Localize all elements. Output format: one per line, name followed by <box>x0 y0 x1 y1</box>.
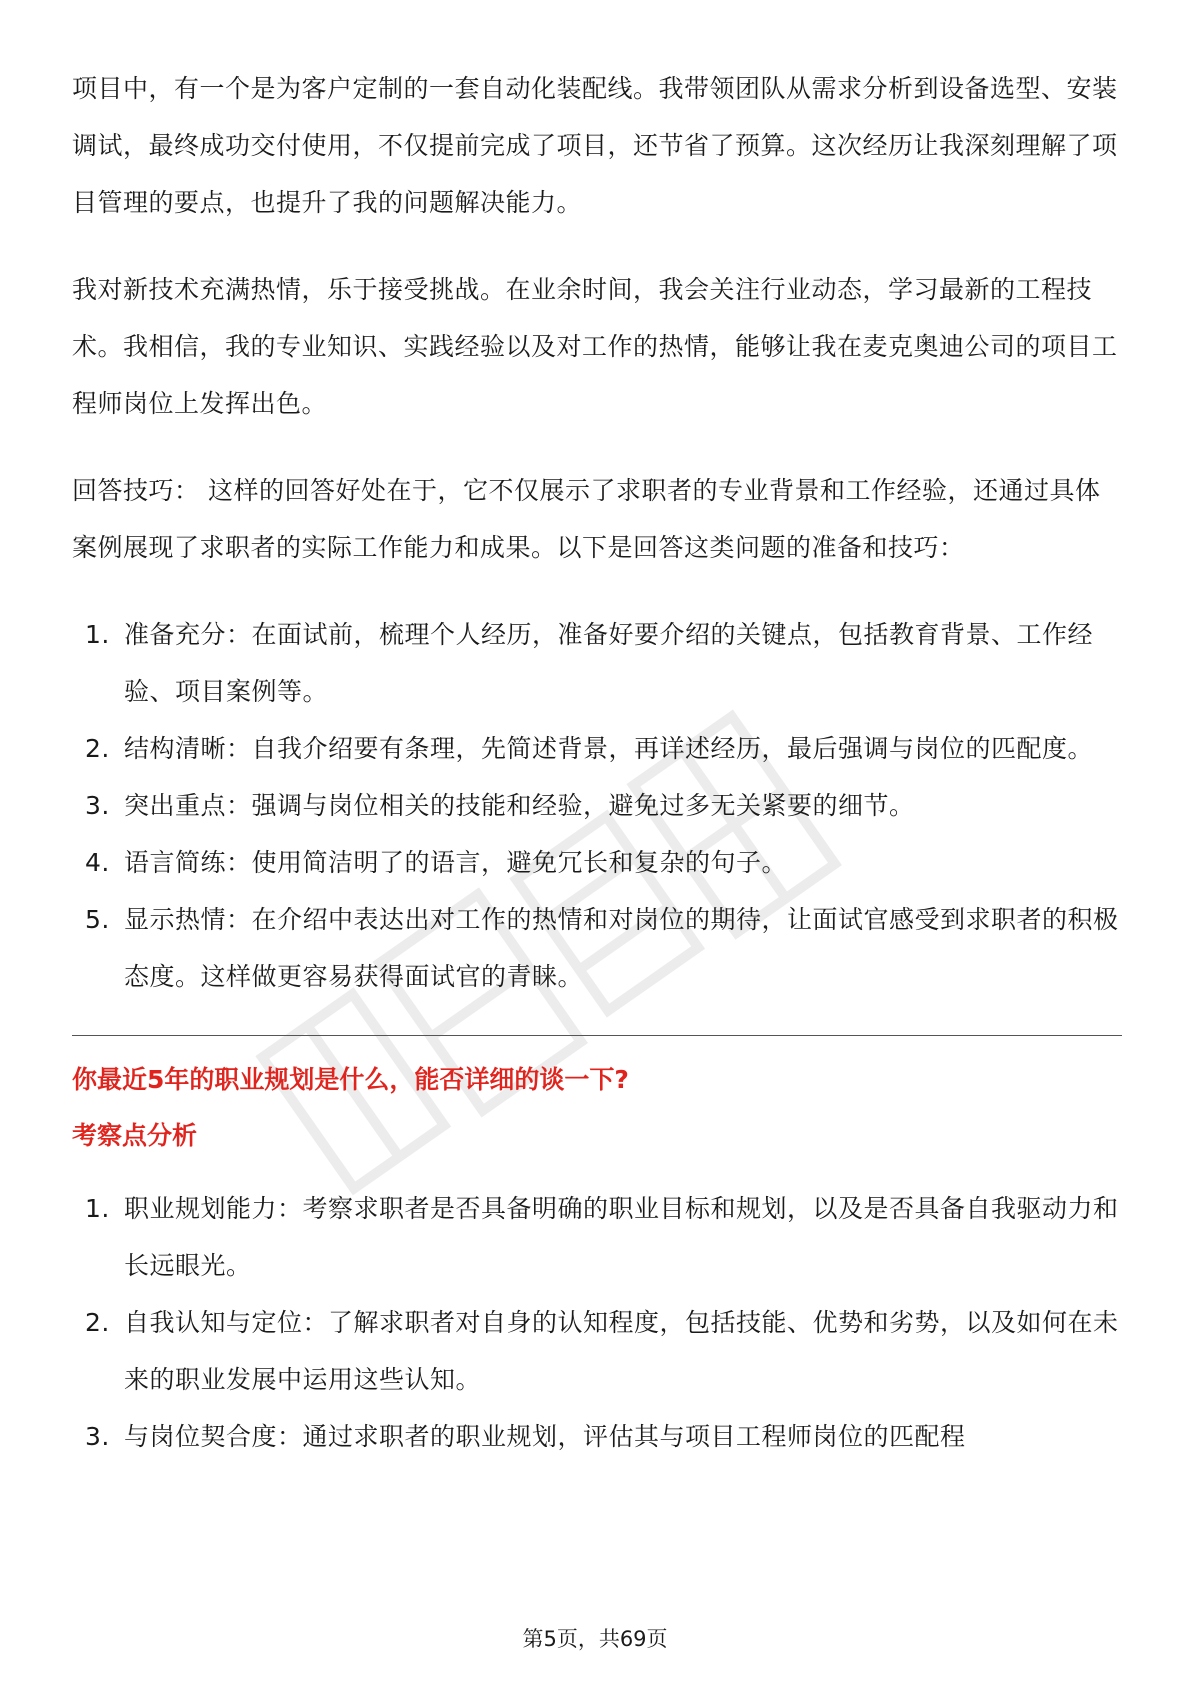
list-item-text: 结构清晰：自我介绍要有条理，先简述背景，再详述经历，最后强调与岗位的匹配度。 <box>124 734 1094 763</box>
list-item <box>72 834 1122 891</box>
list-item-number: 2. <box>85 1308 110 1337</box>
page-number: 第5页，共69页 <box>522 1627 668 1651</box>
list-item <box>72 606 1122 720</box>
list-item-text: 与岗位契合度：通过求职者的职业规划，评估其与项目工程师岗位的匹配程 <box>124 1422 966 1451</box>
list-item <box>72 1294 1122 1408</box>
analysis-points-list <box>72 1180 1122 1465</box>
list-item <box>72 720 1122 777</box>
list-item <box>72 777 1122 834</box>
analysis-heading: 考察点分析 <box>72 1121 198 1150</box>
section-divider <box>72 1035 1122 1036</box>
list-item <box>72 1408 1122 1465</box>
tips-list <box>72 606 1122 1005</box>
question-title: 你最近5年的职业规划是什么，能否详细的谈一下? <box>72 1065 629 1094</box>
paragraph-project-experience: 项目中，有一个是为客户定制的一套自动化装配线。我带领团队从需求分析到设备选型、安装调试，最终成功交付使用，不仅提前完成了项目，还节省了预算。这次经历让我深刻理解了项目管理的要点，也提升了我的问题解决能力。 <box>72 74 1118 217</box>
list-item-number: 1. <box>85 1194 110 1223</box>
list-item-text: 显示热情：在介绍中表达出对工作的热情和对岗位的期待，让面试官感受到求职者的积极态度。这样做更容易获得面试官的青睐。 <box>124 905 1119 991</box>
list-item <box>72 1180 1122 1294</box>
list-item-number: 3. <box>85 1422 110 1451</box>
paragraph-enthusiasm: 我对新技术充满热情，乐于接受挑战。在业余时间，我会关注行业动态，学习最新的工程技术。我相信，我的专业知识、实践经验以及对工作的热情，能够让我在麦克奥迪公司的项目工程师岗位上发挥出色。 <box>72 275 1118 418</box>
list-item-text: 自我认知与定位：了解求职者对自身的认知程度，包括技能、优势和劣势，以及如何在未来的职业发展中运用这些认知。 <box>124 1308 1119 1394</box>
list-item-number: 2. <box>85 734 110 763</box>
list-item <box>72 891 1122 1005</box>
paragraph-answer-tips: 回答技巧： 这样的回答好处在于，它不仅展示了求职者的专业背景和工作经验，还通过具体案例展现了求职者的实际工作能力和成果。以下是回答这类问题的准备和技巧： <box>72 476 1101 562</box>
list-item-number: 5. <box>85 905 110 934</box>
list-item-number: 4. <box>85 848 110 877</box>
list-item-text: 语言简练：使用简洁明了的语言，避免冗长和复杂的句子。 <box>124 848 788 877</box>
list-item-text: 职业规划能力：考察求职者是否具备明确的职业目标和规划，以及是否具备自我驱动力和长远眼光。 <box>124 1194 1119 1280</box>
list-item-number: 1. <box>85 620 110 649</box>
list-item-text: 突出重点：强调与岗位相关的技能和经验，避免过多无关紧要的细节。 <box>124 791 915 820</box>
list-item-number: 3. <box>85 791 110 820</box>
list-item-text: 准备充分：在面试前，梳理个人经历，准备好要介绍的关键点，包括教育背景、工作经验、项目案例等。 <box>124 620 1094 706</box>
main-content <box>72 60 1122 1495</box>
